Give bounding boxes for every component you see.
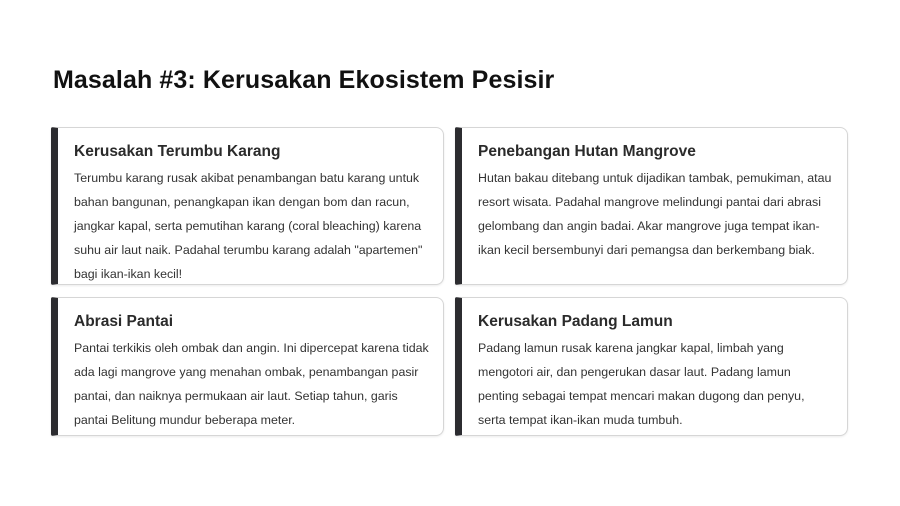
slide-title: Masalah #3: Kerusakan Ekosistem Pesisir: [53, 66, 555, 94]
card-seagrass-damage: [455, 297, 848, 436]
card-title: Kerusakan Padang Lamun: [478, 313, 673, 330]
card-coastal-abrasion: [51, 297, 444, 436]
card-title: Penebangan Hutan Mangrove: [478, 143, 696, 160]
card-coral-reef-damage: [51, 127, 444, 285]
card-body: Padang lamun rusak karena jangkar kapal, limbah yang mengotori air, dan pengerukan dasar laut. Padang lamun penting sebagai tempat mencari makan dugong dan penyu, serta tempat ikan-ikan muda tumbuh.: [478, 341, 805, 427]
card-mangrove-logging: [455, 127, 848, 285]
card-body: Terumbu karang rusak akibat penambangan batu karang untuk bahan bangunan, penangkapan ikan dengan bom dan racun, jangkar kapal, serta pemutihan karang (coral bleaching) karena suhu air laut naik. Padahal terumbu karang adalah "apartemen" bagi ikan-ikan kecil!: [74, 171, 423, 281]
card-title: Kerusakan Terumbu Karang: [74, 143, 281, 160]
card-body: Pantai terkikis oleh ombak dan angin. Ini dipercepat karena tidak ada lagi mangrove yang menahan ombak, penambangan pasir pantai, dan naiknya permukaan air laut. Setiap tahun, garis pantai Belitung mundur beberapa meter.: [74, 341, 429, 427]
card-body: Hutan bakau ditebang untuk dijadikan tambak, pemukiman, atau resort wisata. Padahal mangrove melindungi pantai dari abrasi gelombang dan angin badai. Akar mangrove juga tempat ikan-ikan kecil bersembunyi dari pemangsa dan berkembang biak.: [478, 171, 832, 257]
card-title: Abrasi Pantai: [74, 313, 174, 330]
